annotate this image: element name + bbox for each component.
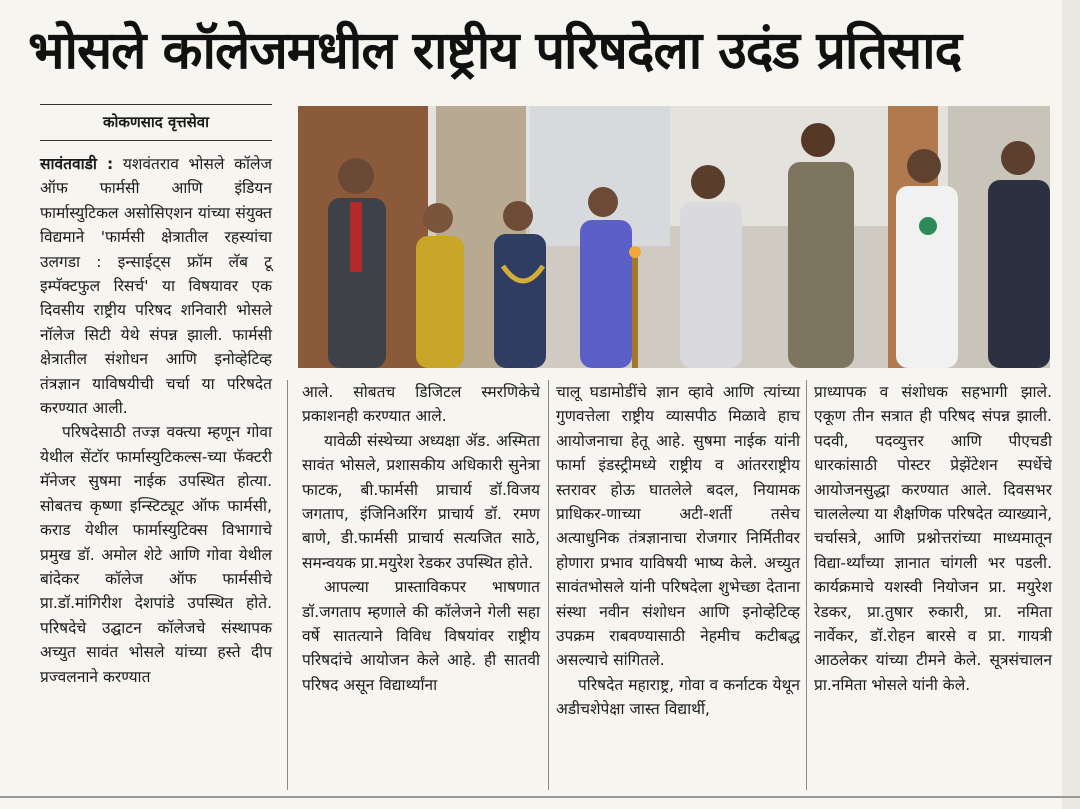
bottom-rule (0, 796, 1080, 798)
column-divider (287, 380, 288, 790)
adjacent-page-edge (1062, 0, 1080, 809)
paragraph: आले. सोबतच डिजिटल स्मरणिकेचे प्रकाशनही करण्यात आले. (302, 383, 540, 426)
paragraph: परिषदेत महाराष्ट्र, गोवा व कर्नाटक येथून अडीचशेपेक्षा जास्त विद्यार्थी, (556, 675, 800, 719)
paragraph: यावेळी संस्थेच्या अध्यक्षा ॲड. अस्मिता सावंत भोसले, प्रशासकीय अधिकारी सुनेत्रा फाटक, बी.फार्मसी प्राचार्य डॉ.विजय जगताप, इंजिनिअरिंग प्राचार्य डॉ. रमण बाणे, डी.फार्मसी प्राचार्य सत्यजित साठे, समन्वयक प्रा.मयुरेश रेडकर उपस्थित होते. (302, 431, 540, 572)
paragraph: परिषदेसाठी तज्ज्ञ वक्त्या म्हणून गोवा येथील सेंटॉर फार्मास्युटिकल्स-च्या फॅक्टरी मॅनेजर सुषमा नाईक उपस्थित होत्या. सोबतच कृष्णा इन्स्टिट्यूट ऑफ फार्मसी, कराड येथील फार्मास्युटिक्स विभागाचे प्रमुख डॉ. अमोल शेटे आणि गोवा येथील बांदेकर कॉलेज ऑफ फार्मसीचे प्रा.डॉ.मांगिरीश देशपांडे उपस्थित होते. परिषदेचे उद्घाटन कॉलेजचे संस्थापक अच्युत सावंत भोसले यांच्या हस्ते दीप प्रज्वलनाने करण्यात (40, 423, 272, 686)
paragraph: आपल्या प्रास्ताविकपर भाषणात डॉ.जगताप म्हणाले की कॉलेजने गेली सहा वर्षे सातत्याने विविध विषयांवर राष्ट्रीय परिषदांचे आयोजन केले आहे. ही सातवी परिषद असून विद्यार्थ्यांना (302, 578, 540, 694)
lamp-lighting-icon (298, 106, 1050, 368)
paragraph: प्राध्यापक व संशोधक सहभागी झाले. एकूण तीन सत्रात ही परिषद संपन्न झाली. पदवी, पदव्युत्तर आणि पीएचडी धारकांसाठी पोस्टर प्रेझेंटेशन स्पर्धेचे आयोजनसुद्धा करण्यात आले. दिवसभर चाललेल्या या शैक्षणिक परिषदेत व्याख्याने, चर्चासत्रे, आणि प्रश्नोत्तरांच्या माध्यमातून विद्या-र्थ्यांच्या ज्ञानात चांगली भर पडली. कार्यक्रमाचे यशस्वी नियोजन प्रा. मयुरेश रेडकर, प्रा.तुषार रुकारी, प्रा. नमिता नार्वेकर, डॉ.रोहन बारसे व प्रा. गायत्री आठलेकर यांच्या टीमने केले. सूत्रसंचालन प्रा.नमिता भोसले यांनी केले. (814, 383, 1052, 694)
dateline-place: सावंतवाडी : (40, 155, 114, 173)
headline: भोसले कॉलेजमधील राष्ट्रीय परिषदेला उदंड प्रतिसाद (28, 21, 962, 81)
paragraph: चालू घडामोडींचे ज्ञान व्हावे आणि त्यांच्या गुणवत्तेला राष्ट्रीय व्यासपीठ मिळावे हाच आयोजनाचा हेतू आहे. सुषमा नाईक यांनी फार्मा इंडस्ट्रीमध्ये राष्ट्रीय व आंतरराष्ट्रीय स्तरावर होऊ घातलेले बदल, नियामक प्राधिकर-णाच्या अटी-शर्ती तसेच अत्याधुनिक तंत्रज्ञानाचा रोजगार निर्मितीवर होणारा प्रभाव याविषयी भाष्य केले. अच्युत सावंतभोसले यांनी परिषदेला शुभेच्छा देताना संस्था नवीन संशोधन आणि इनोव्हेटिव्ह उपक्रम राबवण्यासाठी नेहमीच कटीबद्ध असल्याचे सांगितले. (556, 383, 800, 670)
paragraph (40, 152, 272, 420)
paragraph-text: यशवंतराव भोसले कॉलेज ऑफ फार्मसी आणि इंडियन फार्मास्युटिकल असोसिएशन यांच्या संयुक्त विद्यमाने 'फार्मसी क्षेत्रातील रहस्यांचा उलगडा : इन्साईट्स फ्रॉम लॅब टू इम्पॅक्टफुल रिसर्च' या विषयावर एक दिवसीय राष्ट्रीय परिषद शनिवारी भोसले नॉलेज सिटी येथे संपन्न झाली. फार्मसी क्षेत्रातील संशोधन आणि इनोव्हेटिव्ह तंत्रज्ञान याविषयीची चर्चा या परिषदेत करण्यात आली. (40, 155, 272, 418)
event-photo (298, 106, 1050, 368)
column-divider (548, 380, 549, 790)
column-divider (806, 380, 807, 790)
article-column-3 (556, 380, 800, 722)
article-column-2 (302, 380, 540, 697)
article-column-1 (40, 152, 272, 689)
article-column-4 (814, 380, 1052, 697)
byline-bottom-rule (40, 140, 272, 141)
byline-top-rule (40, 104, 272, 105)
byline: कोकणसाद वृत्तसेवा (102, 113, 210, 131)
